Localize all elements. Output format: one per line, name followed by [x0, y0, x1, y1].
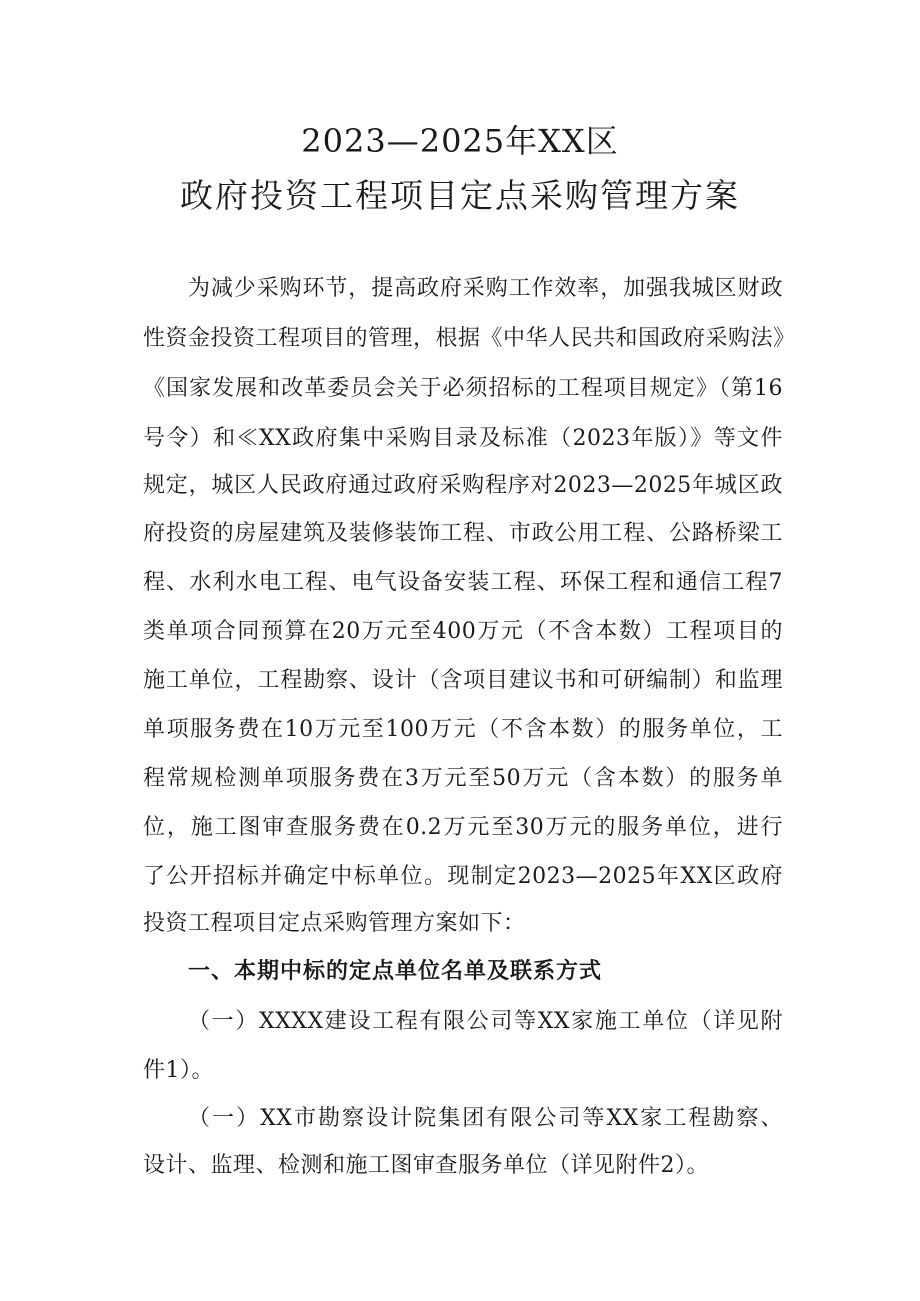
item-line: 设计、监理、检测和施工图审查服务单位（详见附件2）。	[143, 1153, 709, 1178]
item-line: 件1）。	[143, 1058, 214, 1083]
intro-line: 为减少采购环节，提高政府采购工作效率，加强我城区财政	[188, 276, 783, 301]
intro-line: 单项服务费在10万元至100万元（不含本数）的服务单位，工	[143, 717, 783, 742]
intro-line: 府投资的房屋建筑及装修装饰工程、市政公用工程、公路桥梁工	[143, 521, 783, 546]
document-title-line-2: 政府投资工程项目定点采购管理方案	[180, 176, 740, 215]
document-title-line-1: 2023—2025年XX区	[301, 122, 619, 160]
intro-line: 号令）和≪XX政府集中采购目录及标准（2023年版）》等文件	[143, 426, 783, 451]
section-heading: 一、本期中标的定点单位名单及联系方式	[188, 958, 603, 984]
intro-line: 《国家发展和改革委员会关于必须招标的工程项目规定》（第16	[143, 376, 783, 401]
intro-line: 程、水利水电工程、电气设备安装工程、环保工程和通信工程7	[143, 570, 783, 595]
intro-line: 了公开招标并确定中标单位。现制定2023—2025年XX区政府	[143, 864, 783, 889]
intro-line: 类单项合同预算在20万元至400万元（不含本数）工程项目的	[143, 619, 783, 644]
intro-line: 规定，城区人民政府通过政府采购程序对2023—2025年城区政	[143, 473, 783, 498]
intro-line: 位，施工图审查服务费在0.2万元至30万元的服务单位，进行	[143, 815, 783, 840]
intro-line: 性资金投资工程项目的管理，根据《中华人民共和国政府采购法》	[143, 326, 796, 351]
intro-line: 施工单位，工程勘察、设计（含项目建议书和可研编制）和监理	[143, 668, 783, 693]
intro-line: 投资工程项目定点采购管理方案如下：	[143, 911, 526, 936]
intro-line: 程常规检测单项服务费在3万元至50万元（含本数）的服务单	[143, 766, 783, 791]
item-line: （一）XX市勘察设计院集团有限公司等XX家工程勘察、	[188, 1106, 783, 1131]
item-line: （一）XXXX建设工程有限公司等XX家施工单位（详见附	[188, 1009, 783, 1034]
